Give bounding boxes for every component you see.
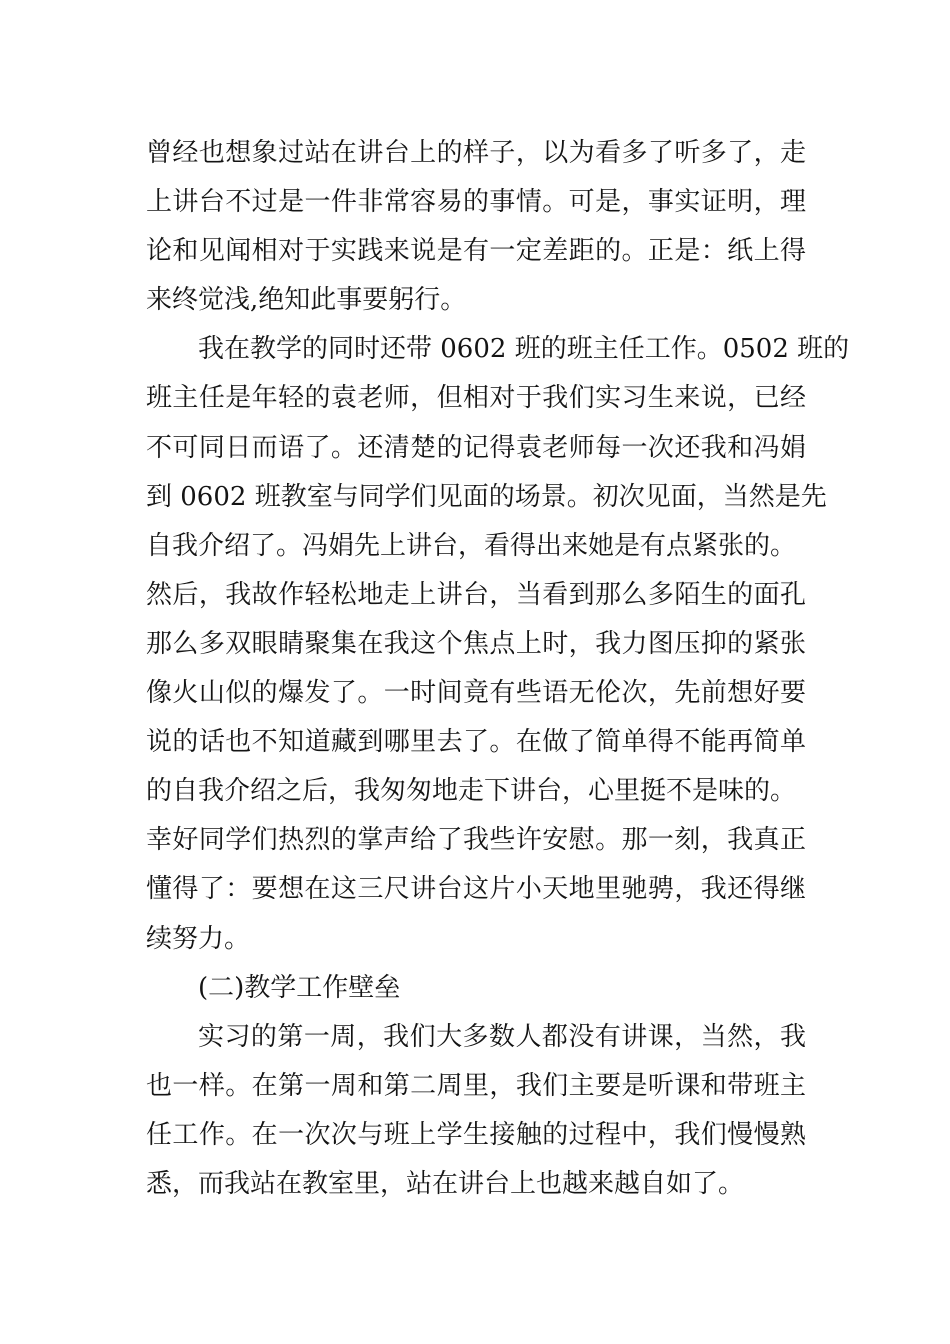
section-heading xyxy=(146,964,806,1013)
text-line: 任工作。在一次次与班上学生接触的过程中，我们慢慢熟 xyxy=(146,1119,806,1150)
section-heading-text: (二)教学工作壁垒 xyxy=(198,972,401,1003)
paragraph-3 xyxy=(146,1013,806,1209)
paragraph-1 xyxy=(146,129,806,325)
text-line: 也一样。在第一周和第二周里，我们主要是听课和带班主 xyxy=(146,1070,806,1101)
text-line: 然后，我故作轻松地走上讲台，当看到那么多陌生的面孔 xyxy=(146,579,806,610)
text-line: 上讲台不过是一件非常容易的事情。可是，事实证明，理 xyxy=(146,187,806,218)
text-line: 幸好同学们热烈的掌声给了我些许安慰。那一刻，我真正 xyxy=(146,825,806,856)
text-line: 续努力。 xyxy=(146,923,251,954)
document-body xyxy=(146,129,850,1209)
text-line: 懂得了：要想在这三尺讲台这片小天地里驰骋，我还得继 xyxy=(146,874,806,905)
text-line: 班主任是年轻的袁老师，但相对于我们实习生来说，已经 xyxy=(146,383,806,414)
text-line: 来终觉浅,绝知此事要躬行。 xyxy=(146,285,467,316)
text-line: 的自我介绍之后，我匆匆地走下讲台，心里挺不是味的。 xyxy=(146,776,797,807)
paragraph-2 xyxy=(146,325,850,963)
text-line: 悉，而我站在教室里，站在讲台上也越来越自如了。 xyxy=(146,1168,745,1199)
text-line: 不可同日而语了。还清楚的记得袁老师每一次还我和冯娟 xyxy=(146,432,806,463)
text-line: 那么多双眼睛聚集在我这个焦点上时，我力图压抑的紧张 xyxy=(146,628,806,659)
text-line: 像火山似的爆发了。一时间竟有些语无伦次，先前想好要 xyxy=(146,678,806,709)
text-line: 自我介绍了。冯娟先上讲台，看得出来她是有点紧张的。 xyxy=(146,530,797,561)
text-line: 论和见闻相对于实践来说是有一定差距的。正是：纸上得 xyxy=(146,236,806,267)
text-line: 曾经也想象过站在讲台上的样子，以为看多了听多了，走 xyxy=(146,138,806,168)
text-line: 实习的第一周，我们大多数人都没有讲课，当然，我 xyxy=(198,1021,806,1052)
text-line: 我在教学的同时还带 0602 班的班主任工作。0502 班的 xyxy=(198,334,850,365)
text-line: 到 0602 班教室与同学们见面的场景。初次见面，当然是先 xyxy=(146,481,827,512)
text-line: 说的话也不知道藏到哪里去了。在做了简单得不能再简单 xyxy=(146,727,806,758)
